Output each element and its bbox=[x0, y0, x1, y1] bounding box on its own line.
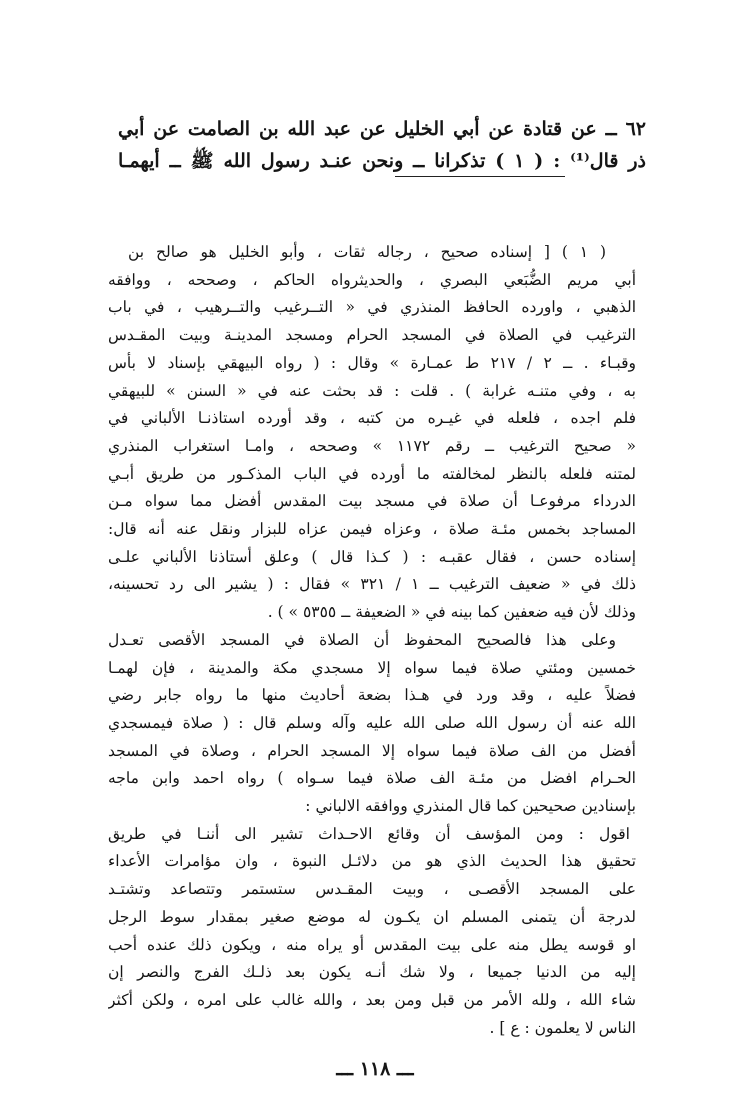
footnote-line: ( ١ ) [ إسناده صحيح ، رجاله ثقات ، وأبو الخليل هو صالح بن bbox=[128, 243, 606, 261]
footnote-line: وقبـاء . ــ ٢ / ٢١٧ ط عمـارة » وقال : ( رواه البيهقي بإسناد لا بأس bbox=[108, 353, 636, 372]
footnote-line: أفضل من الف صلاة فيما سواه إلا المسجد الحرام ، وصلاة في المسجد bbox=[108, 741, 636, 760]
footnote-line: به ، وفي متنـه غرابة ) . قلت : قد بحثت عنه في « السنن » للبيهقي bbox=[108, 381, 636, 400]
footnote-line: فلم اجده ، فلعله في غيـره من كتبه ، وقد أورده استاذنـا الألباني في bbox=[108, 409, 636, 428]
footnote-line: لدرجة أن يتمنى المسلم ان يكـون له موضع صغير بمقدار سوط الرجل bbox=[108, 907, 636, 926]
footnote-line: الترغيب في الصلاة في المسجد الحرام ومسجد المدينـة وبيت المقـدس bbox=[108, 326, 636, 345]
footnote-line: اقول : ومن المؤسف أن وقائع الاحـداث تشير الى أننـا في طريق bbox=[108, 824, 630, 843]
hadith-text-line: ٦٢ ــ عن قتادة عن أبي الخليل عن عبد الله بن الصامت عن أبي bbox=[118, 118, 646, 140]
page-number: ـــ ١١٨ ـــ bbox=[336, 1058, 414, 1080]
footnote-line: خمسين ومئتي صلاة فيما سواه إلا مسجدي مكة والمدينة ، فإن لهمـا bbox=[108, 658, 636, 677]
footnote-line: الذهبي ، واورده الحافظ المنذري في « التــرغيب والتــرهيب ، في باب bbox=[108, 298, 636, 317]
footnote-line: وعلى هذا فالصحيح المحفوظ أن الصلاة في المسجد الأقصى تعـدل bbox=[108, 630, 616, 649]
footnote-line: لمتنه فلعله بالنظر لمخالفته ما أورده في الباب المذكـور من طريق أبـي bbox=[108, 464, 636, 483]
footnote-line: تحقيق هذا الحديث الذي هو من دلائـل النبوة ، وان مؤامرات الأعداء bbox=[108, 852, 636, 871]
footnote-line: إليه من الدنيا جميعا ، ولا شك أنـه يكون بعد ذلـك الفرج والنصر إن bbox=[108, 963, 636, 982]
footnote-line: الحـرام افضل من مئـة الف صلاة فيما سـواه ) رواه احمد وابن ماجه bbox=[108, 769, 636, 788]
footnote-line: ذلك في « ضعيف الترغيب ــ ١ / ٣٢١ » فقال : ( يشير الى رد تحسينه، bbox=[108, 575, 636, 594]
hadith-text-line: ذر قال⁽¹⁾ : ( ١ ) تذكرانا ــ ونحن عنـد رسول الله ﷺ ــ أيهمـا bbox=[118, 150, 646, 172]
footnote-line: « صحيح الترغيب ــ رقم ١١٧٢ » وصححه ، وامـا استغراب المنذري bbox=[108, 436, 636, 455]
footnote-line: فضلاً عليه ، وقد ورد في هـذا بضعة أحاديث منها ما رواه جابر رضي bbox=[108, 686, 636, 705]
footnote-line: الله عنه أن رسول الله صلى الله عليه وآله وسلم قال : ( صلاة فيمسجدي bbox=[108, 713, 636, 732]
footnote-line: شاء الله ، ولله الأمر من قبل ومن بعد ، والله غالب على امره ، ولكن أكثر bbox=[108, 990, 636, 1009]
footnote-line: او قوسه يطل منه على بيت المقدس أو يراه منه ، ويكون ذلك عنده أحب bbox=[108, 935, 636, 954]
footnote-line: على المسجد الأقصـى ، وبيت المقـدس ستستمر وتتصاعد وتشتـد bbox=[108, 880, 636, 899]
footnote-line: بإسنادين صحيحين كما قال المنذري ووافقه الالباني : bbox=[305, 797, 636, 815]
footnote-line: أبي مريم الضُّبَعي البصري ، والحديثرواه الحاكم ، وصححه ، ووافقه bbox=[108, 270, 636, 289]
footnote-line: الناس لا يعلمون : ع ] . bbox=[489, 1018, 636, 1037]
footnote-separator bbox=[395, 176, 565, 177]
footnote-line: الدرداء مرفوعـا أن صلاة في مسجد بيت المقدس أفضل مما سواه مـن bbox=[108, 492, 636, 511]
footnote-line: المساجد بخمس مئـة صلاة ، وعزاه فيمن عزاه للبزار ونقل عنه أنه قال: bbox=[108, 520, 636, 538]
footnote-line: إسناده حسن ، فقال عقبـه : ( كـذا قال ) وعلق أستاذنا الألباني علـى bbox=[108, 547, 636, 566]
footnote-line: وذلك لأن فيه ضعفين كما بينه في « الضعيفة ــ ٥٣٥٥ » ) . bbox=[267, 603, 636, 622]
